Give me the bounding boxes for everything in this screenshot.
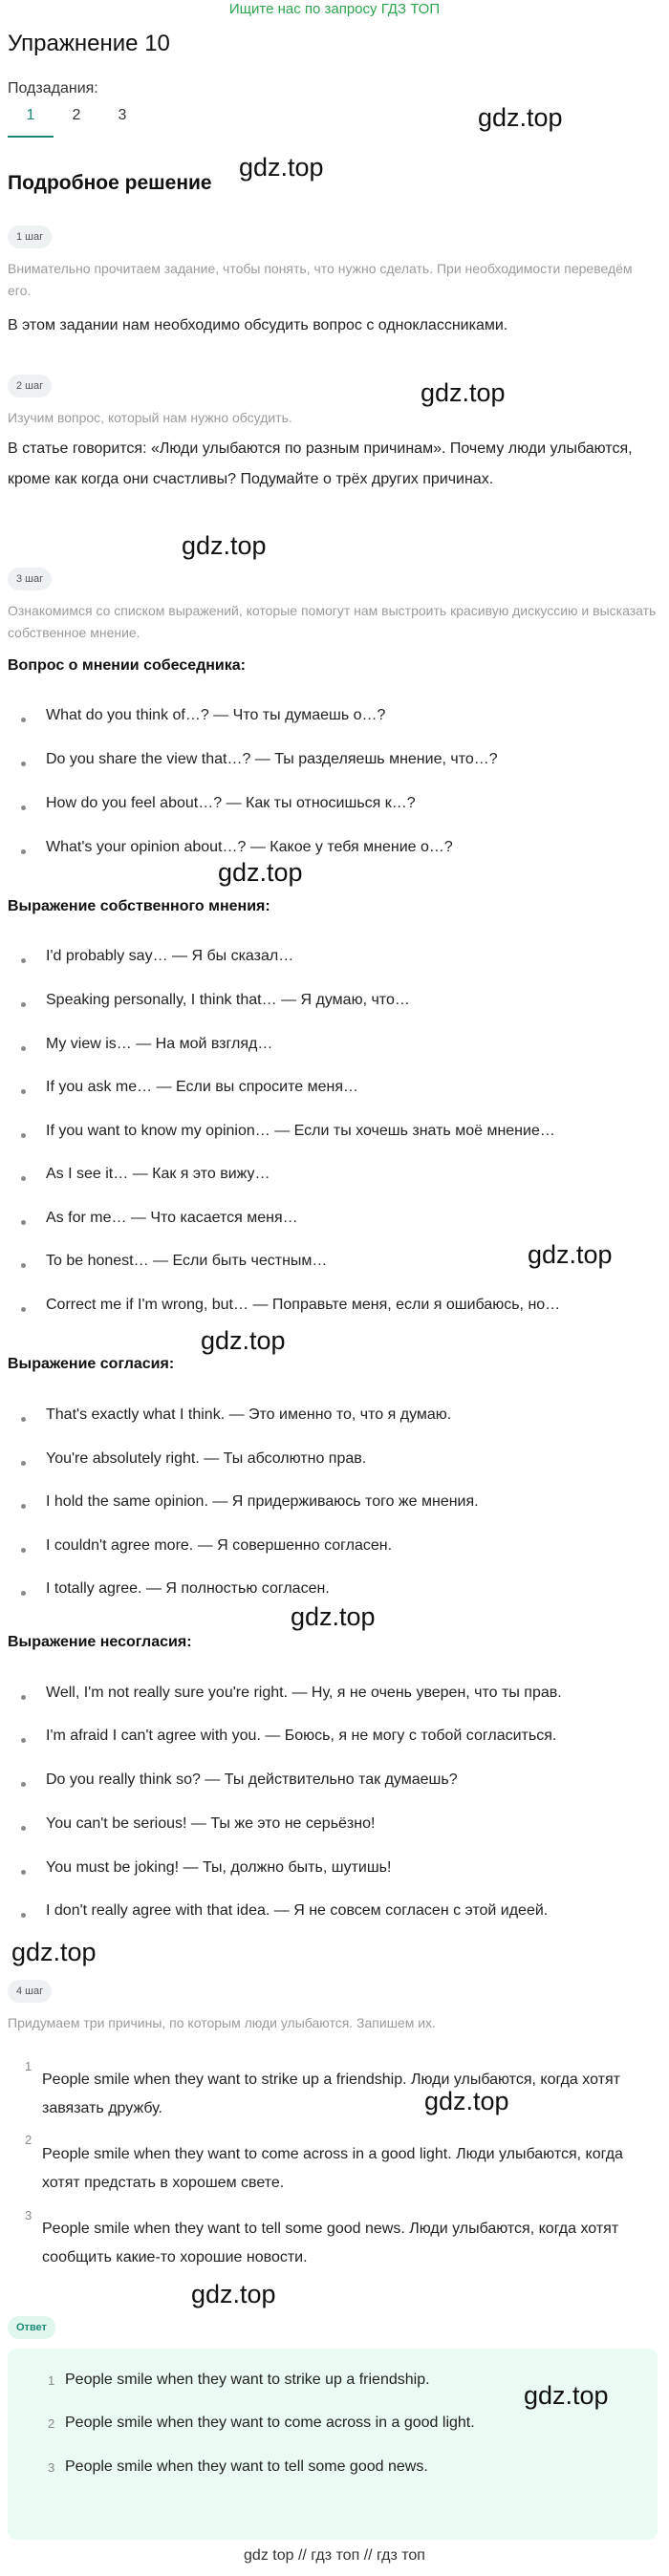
bullet <box>21 1046 26 1051</box>
list-item: As for me… — Что касается меня… <box>46 1210 298 1226</box>
answer-item: People smile when they want to strike up a friendship. <box>65 2372 430 2388</box>
item-number: 2 <box>48 2416 55 2431</box>
step-hint: Внимательно прочитаем задание, чтобы понять, что нужно сделать. При необходимости переведём его. <box>8 261 633 298</box>
list-item: What do you think of…? — Что ты думаешь о…? <box>46 707 386 723</box>
list-item: I'd probably say… — Я бы сказал… <box>46 948 294 964</box>
bullet <box>21 718 26 722</box>
step-text: В этом задании нам необходимо обсудить вопрос с одноклассниками. <box>8 317 508 333</box>
list-item: I totally agree. — Я полностью согласен. <box>46 1580 330 1597</box>
watermark: gdz.top <box>191 2280 276 2308</box>
page-title: Упражнение 10 <box>8 31 170 56</box>
group-title: Выражение собственного мнения: <box>8 898 270 914</box>
step-badge: 4 шаг <box>8 1980 52 2003</box>
answer-item: People smile when they want to come across in a good light. <box>65 2415 475 2431</box>
bullet <box>21 849 26 854</box>
step-badge: 2 шаг <box>8 375 52 397</box>
list-item: What's your opinion about…? — Какое у тебя мнение о…? <box>46 839 453 855</box>
watermark: gdz.top <box>182 531 267 560</box>
list-item: I hold the same opinion. — Я придерживаюсь того же мнения. <box>46 1493 479 1510</box>
item-number: 1 <box>48 2373 55 2388</box>
list-item: If you want to know my opinion… — Если ты хочешь знать моё мнение… <box>46 1123 555 1139</box>
group-title: Выражение несогласия: <box>8 1634 192 1650</box>
bullet <box>21 1913 26 1918</box>
watermark: gdz.top <box>421 378 506 407</box>
bullet <box>21 1826 26 1831</box>
list-item: As I see it… — Как я это вижу… <box>46 1166 270 1182</box>
step-hint: Придумаем три причины, по которым люди улыбаются. Запишем их. <box>8 2015 436 2030</box>
bullet <box>21 805 26 810</box>
list-item: To be honest… — Если быть честным… <box>46 1253 328 1269</box>
tab-1[interactable]: 1 <box>8 107 54 138</box>
bullet <box>21 1504 26 1509</box>
list-item: Do you share the view that…? — Ты разделяешь мнение, что…? <box>46 751 498 767</box>
list-item: You're absolutely right. — Ты абсолютно прав. <box>46 1450 367 1467</box>
answer-item: People smile when they want to tell some good news. <box>65 2458 428 2475</box>
list-item: You can't be serious! — Ты же это не серьёзно! <box>46 1815 376 1832</box>
bullet <box>21 1782 26 1787</box>
list-item: I couldn't agree more. — Я совершенно согласен. <box>46 1537 393 1554</box>
bullet <box>21 1133 26 1138</box>
watermark: gdz.top <box>201 1326 286 1355</box>
group-title: Выражение согласия: <box>8 1356 175 1372</box>
watermark: gdz.top <box>424 2087 509 2115</box>
answer-badge: Ответ <box>8 2316 55 2339</box>
step-badge: 1 шаг <box>8 225 52 248</box>
item-number: 3 <box>25 2208 32 2222</box>
subtask-tabs <box>8 107 145 138</box>
list-item: How do you feel about…? — Как ты относишься к…? <box>46 795 416 811</box>
tab-2[interactable]: 2 <box>72 107 81 123</box>
bullet <box>21 1002 26 1007</box>
watermark: gdz.top <box>524 2381 609 2410</box>
tab-3[interactable]: 3 <box>118 107 127 123</box>
list-item: I don't really agree with that idea. — Я не совсем согласен с этой идеей. <box>46 1902 549 1919</box>
bullet <box>21 1176 26 1181</box>
solution-title: Подробное решение <box>8 172 212 194</box>
bullet <box>21 1591 26 1596</box>
bullet <box>21 762 26 766</box>
numbered-item: People smile when they want to come across in a good light. Люди улыбаются, когда хотят предстать в хорошем свете. <box>42 2146 623 2191</box>
numbered-item: People smile when they want to strike up a friendship. Люди улыбаются, когда хотят завязать дружбу. <box>42 2072 620 2116</box>
watermark: gdz.top <box>291 1602 376 1631</box>
bullet <box>21 1695 26 1700</box>
list-item: If you ask me… — Если вы спросите меня… <box>46 1079 358 1095</box>
group-title: Вопрос о мнении собеседника: <box>8 657 246 674</box>
bullet <box>21 1870 26 1875</box>
bullet <box>21 1307 26 1312</box>
bullet <box>21 1738 26 1743</box>
step-text: В статье говорится: «Люди улыбаются по разным причинам». Почему люди улыбаются, кроме как когда они счастливы? Подумайте о трёх других причинах. <box>8 440 633 487</box>
bullet <box>21 1089 26 1094</box>
watermark: gdz.top <box>478 103 563 132</box>
item-number: 2 <box>25 2133 32 2147</box>
list-item: I'm afraid I can't agree with you. — Боюсь, я не могу с тобой согласиться. <box>46 1728 557 1744</box>
bullet <box>21 1417 26 1422</box>
watermark: gdz.top <box>528 1240 613 1269</box>
bullet <box>21 958 26 963</box>
numbered-item: People smile when they want to tell some good news. Люди улыбаются, когда хотят сообщить какие-то хорошие новости. <box>42 2221 619 2265</box>
footer-links[interactable]: gdz top // гдз топ // гдз топ <box>244 2547 425 2564</box>
step-hint: Изучим вопрос, который нам нужно обсудить. <box>8 410 292 425</box>
item-number: 3 <box>48 2460 55 2475</box>
list-item: Correct me if I'm wrong, but… — Поправьте меня, если я ошибаюсь, но… <box>46 1297 561 1313</box>
item-number: 1 <box>25 2059 32 2073</box>
step-badge: 3 шаг <box>8 568 52 590</box>
bullet <box>21 1461 26 1466</box>
bullet <box>21 1263 26 1268</box>
watermark: gdz.top <box>11 1938 97 1966</box>
list-item: My view is… — На мой взгляд… <box>46 1036 273 1052</box>
watermark: gdz.top <box>218 858 303 887</box>
bullet <box>21 1220 26 1225</box>
subtasks-label: Подзадания: <box>8 80 98 97</box>
list-item: That's exactly what I think. — Это именно то, что я думаю. <box>46 1406 452 1423</box>
bullet <box>21 1548 26 1553</box>
watermark: gdz.top <box>239 153 324 182</box>
top-banner[interactable]: Ищите нас по запросу ГДЗ ТОП <box>228 1 441 17</box>
list-item: Speaking personally, I think that… — Я думаю, что… <box>46 992 410 1008</box>
list-item: Well, I'm not really sure you're right. — Ну, я не очень уверен, что ты прав. <box>46 1685 562 1701</box>
list-item: Do you really think so? — Ты действительно так думаешь? <box>46 1771 458 1788</box>
step-hint: Ознакомимся со списком выражений, которые помогут нам выстроить красивую дискуссию и высказать собственное мнение. <box>8 603 657 640</box>
list-item: You must be joking! — Ты, должно быть, шутишь! <box>46 1859 392 1876</box>
